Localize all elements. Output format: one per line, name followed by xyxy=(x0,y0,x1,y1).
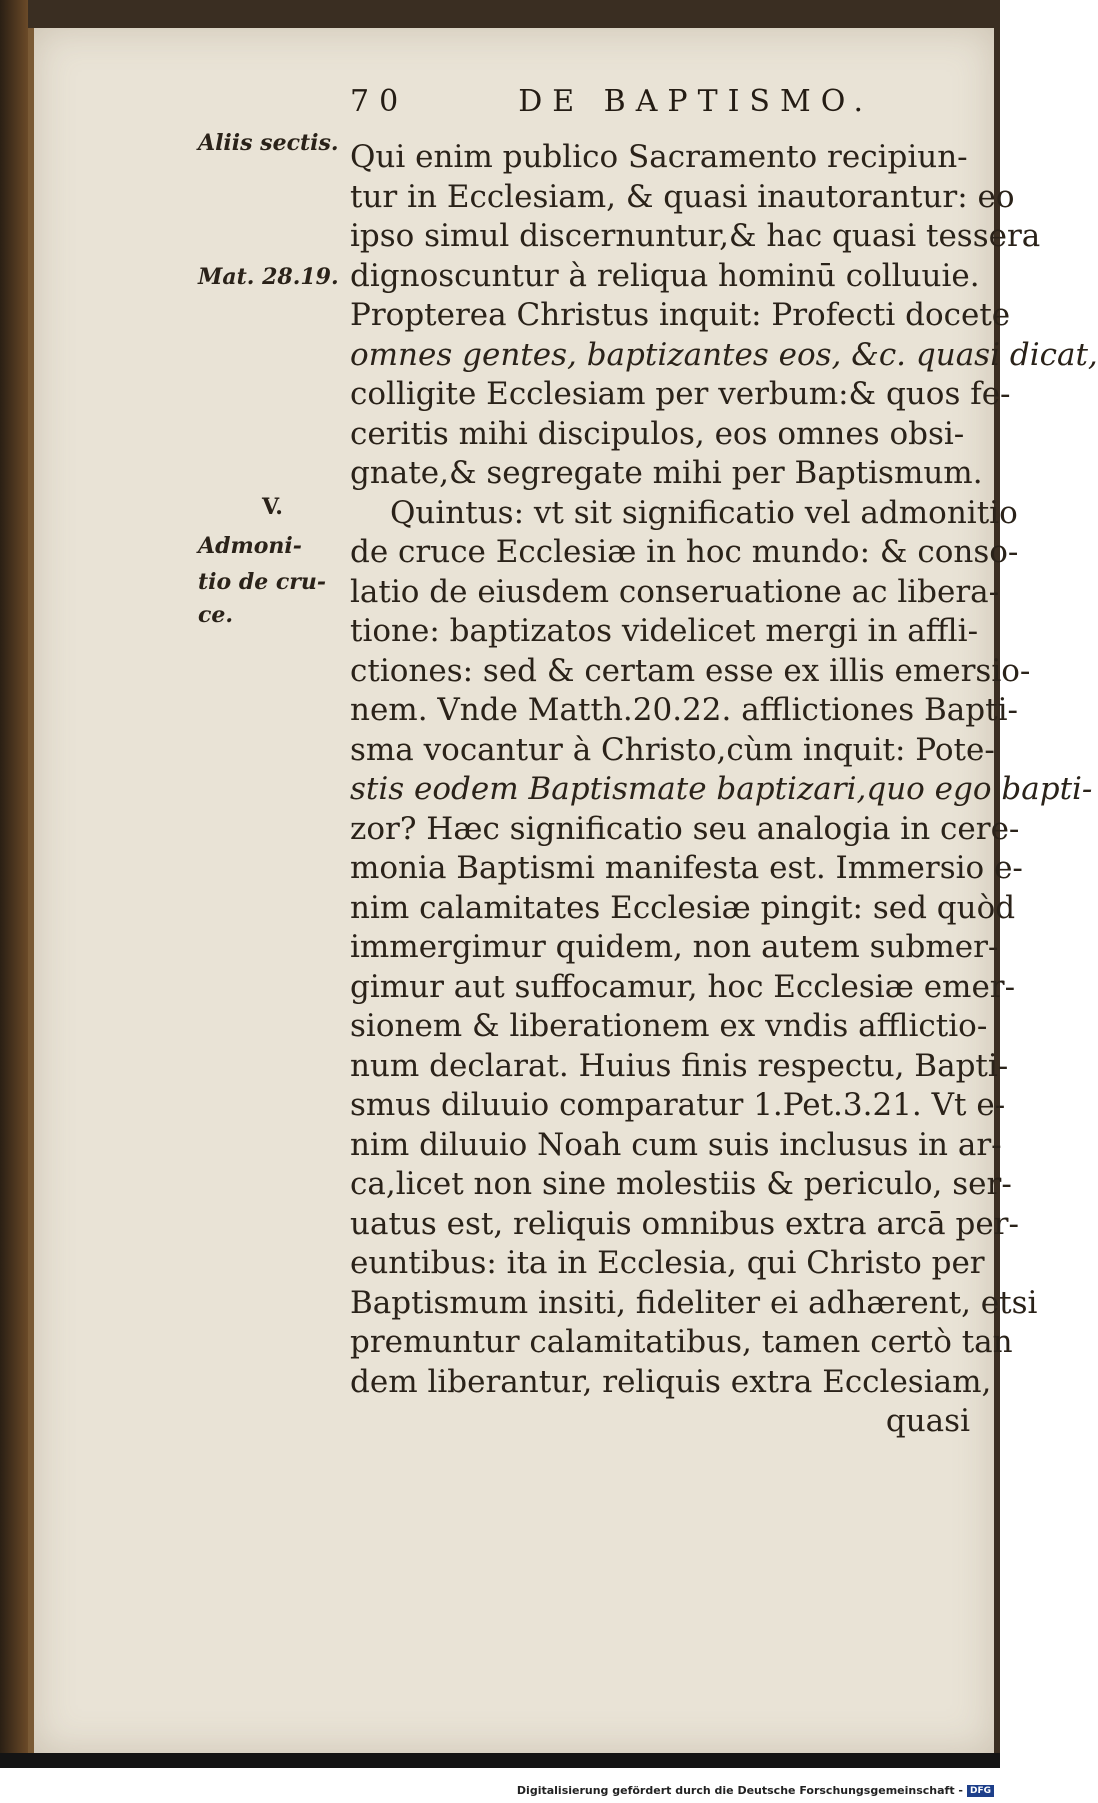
text-line: smus diluuio comparatur 1.Pet.3.21. Vt e- xyxy=(350,1087,1006,1123)
text-line: immergimur quidem, non autem submer- xyxy=(350,929,999,965)
text-line: de cruce Ecclesiæ in hoc mundo: & conso- xyxy=(350,534,1019,570)
text-line: tur in Ecclesiam, & quasi inautorantur: eo xyxy=(350,178,1015,215)
text-line: euntibus: ita in Ecclesia, qui Christo per xyxy=(350,1245,985,1281)
text-line: colligite Ecclesiam per verbum:& quos fe- xyxy=(350,376,1011,412)
text-line: nem. Vnde Matth.20.22. afflictiones Bapti- xyxy=(350,692,1018,728)
margin-note-matthew: Mat. 28.19. xyxy=(198,264,339,290)
margin-note-admonitio-1: Admoni- xyxy=(198,533,302,559)
running-header xyxy=(350,84,874,119)
book-spine-edge xyxy=(0,0,28,1768)
scan-bottom-border xyxy=(0,1753,1000,1768)
text-line: premuntur calamitatibus, tamen certò tan xyxy=(350,1324,1013,1360)
text-line: monia Baptismi manifesta est. Immersio e- xyxy=(350,850,1023,886)
running-title: DE BAPTISMO. xyxy=(518,84,874,119)
margin-note-section-number: V. xyxy=(262,494,283,520)
text-line: nim calamitates Ecclesiæ pingit: sed quòd xyxy=(350,889,1016,926)
credit-text: Digitalisierung gefördert durch die Deutsche Forschungsgemeinschaft - xyxy=(516,1784,963,1797)
text-line: omnes gentes, baptizantes eos, &c. quasi dicat, xyxy=(350,336,1098,373)
text-line: latio de eiusdem conseruatione ac libera- xyxy=(350,573,1000,610)
page-number: 70 xyxy=(350,84,409,119)
text-line: dignoscuntur à reliqua hominū colluuie. xyxy=(350,257,980,294)
text-line: Quintus: vt sit significatio vel admonitio xyxy=(390,494,1018,531)
text-line: ca,licet non sine molestiis & periculo, ser- xyxy=(350,1166,1012,1202)
text-line: uatus est, reliquis omnibus extra arcā per- xyxy=(350,1205,1019,1242)
text-line: dem liberantur, reliquis extra Ecclesiam, xyxy=(350,1363,992,1400)
text-line: num declarat. Huius finis respectu, Bapti- xyxy=(350,1047,1009,1084)
text-line: Baptismum insiti, fideliter ei adhærent, etsi xyxy=(350,1284,1038,1321)
text-line: stis eodem Baptismate baptizari,quo ego bapti- xyxy=(350,771,1093,807)
text-line: tione: baptizatos videlicet mergi in affli- xyxy=(350,613,979,649)
text-line: ipso simul discernuntur,& hac quasi tessera xyxy=(350,218,1041,254)
digitization-credit xyxy=(517,1784,994,1797)
text-line: nim diluuio Noah cum suis inclusus in ar- xyxy=(350,1126,1002,1163)
text-line: quasi xyxy=(885,1403,970,1439)
dfg-logo: DFG xyxy=(967,1785,994,1797)
text-line: sionem & liberationem ex vndis afflictio- xyxy=(350,1008,988,1044)
margin-note-admonitio-3: ce. xyxy=(198,602,234,628)
text-line: ctiones: sed & certam esse ex illis emersio- xyxy=(350,652,1031,689)
text-line: ceritis mihi discipulos, eos omnes obsi- xyxy=(350,415,965,452)
body-text xyxy=(350,138,1098,1442)
margin-note-aliis: Aliis sectis. xyxy=(198,130,339,156)
text-line: gimur aut suffocamur, hoc Ecclesiæ emer- xyxy=(350,968,1016,1005)
text-line: Qui enim publico Sacramento recipiun- xyxy=(350,139,968,175)
text-line: Propterea Christus inquit: Profecti docete xyxy=(350,297,1011,333)
text-line: gnate,& segregate mihi per Baptismum. xyxy=(350,455,983,491)
margin-note-admonitio-2: tio de cru- xyxy=(198,569,327,595)
text-line: zor? Hæc significatio seu analogia in cere- xyxy=(350,810,1020,847)
text-line: sma vocantur à Christo,cùm inquit: Pote- xyxy=(350,731,995,768)
